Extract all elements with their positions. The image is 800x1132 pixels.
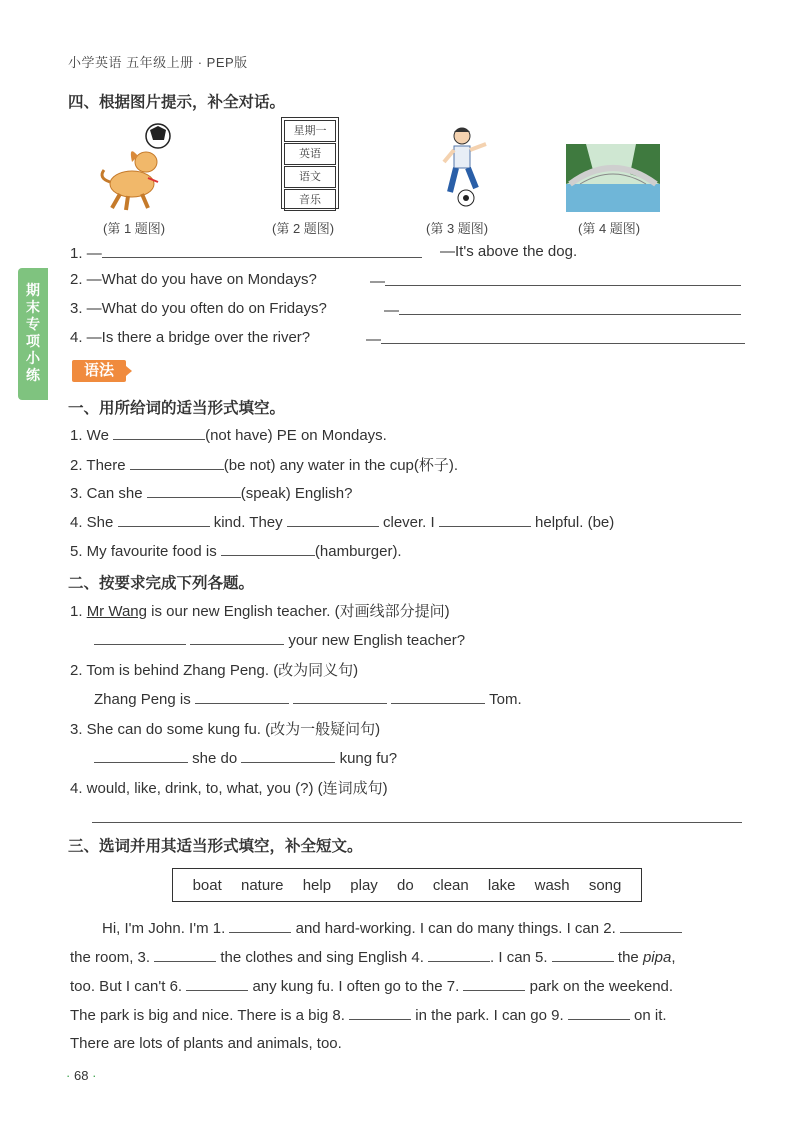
answer-blank[interactable] [287,512,379,527]
answer-blank[interactable] [399,300,741,315]
p2-answer-1: your new English teacher? [94,630,465,649]
part-1-title: 一、用所给词的适当形式填空。 [68,400,286,417]
caption-3: (第 3 题图) [426,221,489,236]
word-bank-item: lake [487,876,516,894]
s4-answer-1: —It's above the dog. [440,243,578,260]
p1-question-2: 2. There (be not) any water in the cup(杯子). [70,457,459,474]
page-header: 小学英语 五年级上册 · PEP版 [68,55,248,70]
answer-line[interactable] [92,822,742,823]
p2-question-2: 2. Tom is behind Zhang Peng. (改为同义句) [70,662,359,679]
answer-blank[interactable] [118,512,210,527]
p2-question-1: 1. Mr Wang is our new English teacher. (对画线部分提问) [70,603,450,620]
answer-blank[interactable] [102,243,422,258]
section-4-title: 四、根据图片提示，补全对话。 [68,94,286,111]
answer-blank[interactable] [349,1005,411,1020]
boy-football-picture [436,126,496,210]
s4-question-1: 1. — [70,243,422,262]
s4-question-4: 4. —Is there a bridge over the river? [70,329,311,346]
word-bank-item: song [588,876,622,894]
schedule-subject: 英语 [284,143,336,165]
answer-blank[interactable] [463,976,525,991]
bridge-river-picture [566,144,660,212]
p1-question-3: 3. Can she (speak) English? [70,485,353,502]
p2-question-3: 3. She can do some kung fu. (改为一般疑问句) [70,721,381,738]
passage-line-3: too. But I can't 6. any kung fu. I often go to the 7. park on the weekend. [70,978,674,995]
answer-blank[interactable] [94,630,186,645]
word-bank-item: help [302,876,332,894]
answer-blank[interactable] [113,425,205,440]
caption-1: (第 1 题图) [103,221,166,236]
answer-blank[interactable] [221,541,315,556]
answer-blank[interactable] [620,918,682,933]
answer-blank[interactable] [130,455,224,470]
passage-line-4: The park is big and nice. There is a big 8. in the park. I can go 9. on it. [70,1007,667,1024]
answer-blank[interactable] [552,947,614,962]
p1-question-5: 5. My favourite food is (hamburger). [70,543,402,560]
answer-blank[interactable] [568,1005,630,1020]
schedule-subject: 语文 [284,166,336,188]
answer-blank[interactable] [381,329,745,344]
passage-line-1: Hi, I'm John. I'm 1. and hard-working. I can do many things. I can 2. [102,918,682,937]
caption-2: (第 2 题图) [272,221,335,236]
word-bank-item: wash [534,876,570,894]
answer-blank[interactable] [195,689,289,704]
side-tab: 期 末 专 项 小 练 [18,268,48,400]
s4-answer-2: — [370,271,741,290]
s4-answer-4: — [366,329,745,348]
answer-blank[interactable] [293,689,387,704]
grammar-tag: 语法 [72,360,126,382]
passage-line-2: the room, 3. the clothes and sing English 4. . I can 5. the pipa, [70,949,676,966]
caption-4: (第 4 题图) [578,221,641,236]
word-bank-item: do [396,876,414,894]
answer-blank[interactable] [229,918,291,933]
p2-answer-2: Zhang Peng is Tom. [94,691,522,708]
word-bank-item: boat [192,876,222,894]
answer-blank[interactable] [439,512,531,527]
s4-answer-3: — [384,300,741,319]
schedule-day: 星期一 [284,120,336,142]
answer-blank[interactable] [94,748,188,763]
answer-blank[interactable] [154,947,216,962]
word-bank [172,868,642,902]
answer-blank[interactable] [385,271,741,286]
s4-question-2: 2. —What do you have on Mondays? [70,271,317,288]
p2-question-4: 4. would, like, drink, to, what, you (?) (连词成句) [70,780,388,797]
word-bank-item: play [350,876,378,894]
answer-blank[interactable] [391,689,485,704]
word-bank-item: clean [432,876,469,894]
s4-question-3: 3. —What do you often do on Fridays? [70,300,327,317]
answer-blank[interactable] [428,947,490,962]
p1-question-4: 4. She kind. They clever. I helpful. (be) [70,514,615,531]
answer-blank[interactable] [186,976,248,991]
schedule-picture [281,117,339,209]
p2-answer-3: she do kung fu? [94,748,397,767]
answer-blank[interactable] [241,748,335,763]
passage-line-5: There are lots of plants and animals, too. [70,1035,342,1052]
part-3-title: 三、选词并用其适当形式填空，补全短文。 [68,838,363,855]
p1-question-1: 1. We (not have) PE on Mondays. [70,427,387,444]
dog-ball-picture [98,122,178,214]
page-number: · 68 · [66,1068,97,1083]
answer-blank[interactable] [147,483,241,498]
part-2-title: 二、按要求完成下列各题。 [68,575,255,592]
word-bank-item: nature [240,876,284,894]
answer-blank[interactable] [190,630,284,645]
schedule-subject: 音乐 [284,189,336,211]
